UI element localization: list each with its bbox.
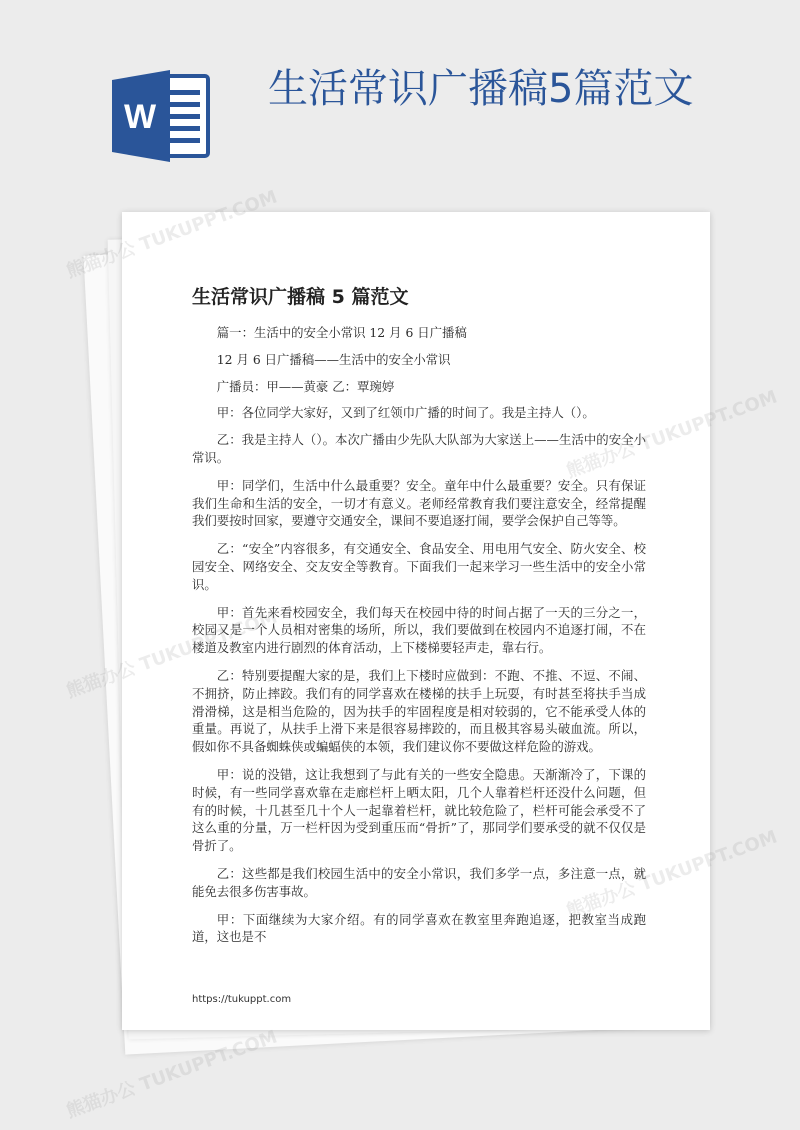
- watermark: 熊猫办公: [63, 657, 139, 703]
- paragraph: 乙：特别要提醒大家的是，我们上下楼时应做到：不跑、不推、不逗、不闹、不拥挤，防止摔跤。我们有的同学喜欢在楼梯的扶手上玩耍，有时甚至将扶手当成滑滑梯，这是相当危险的，因为扶手的牢固程度是相对较弱的，它不能承受人体的重量。再说了，从扶手上滑下来是很容易摔跤的，而且极其容易头破血流。所以，假如你不具备蜘蛛侠或蝙蝠侠的本领，我们建议你不要做这样危险的游戏。: [192, 667, 646, 755]
- watermark: 熊猫办公 TUKUPPT.COM: [63, 1026, 281, 1123]
- paragraph: 广播员：甲——黄豪 乙：覃琬婷: [216, 378, 395, 394]
- paragraph: 乙：我是主持人（）。本次广播由少先队大队部为大家送上——生活中的安全小常识。: [192, 432, 646, 465]
- document-page: [122, 212, 710, 1030]
- paragraph: 12 月 6 日广播稿——生活中的安全小常识: [216, 351, 451, 367]
- word-icon-letter: W: [123, 98, 157, 136]
- document-body: [192, 324, 646, 956]
- document-title: 生活常识广播稿 5 篇范文: [192, 286, 409, 308]
- paragraph: 乙：这些都是我们校园生活中的安全小常识，我们多学一点，多注意一点，就能免去很多伤害事故。: [192, 865, 646, 899]
- paragraph: 甲：各位同学大家好，又到了红领巾广播的时间了。我是主持人（）。: [216, 405, 595, 421]
- paragraph: 乙：“安全”内容很多，有交通安全、食品安全、用电用气安全、防火安全、校园安全、网络安全、交友安全等教育。下面我们一起来学习一些生活中的安全小常识。: [192, 541, 646, 592]
- paragraph: 甲：首先来看校园安全，我们每天在校园中待的时间占据了一天的三分之一，校园又是一个人员相对密集的场所，所以，我们要做到在校园内不追逐打闹，不在楼道及教室内进行剧烈的体育活动，上下楼梯要轻声走，靠右行。: [192, 604, 646, 656]
- paragraph: 甲：说的没错，这让我想到了与此有关的一些安全隐患。天渐渐冷了，下课的时候，有一些同学喜欢靠在走廊栏杆上晒太阳，几个人靠着栏杆还没什么问题，但有的时候，十几甚至几十个人一起靠着栏杆，就比较危险了，栏杆可能会承受不了这么重的分量，万一栏杆因为受到重压而“骨折”了，那同学们要承受的就不仅仅是骨折了。: [192, 766, 646, 854]
- header: [0, 0, 800, 200]
- page-header-title: 生活常识广播稿5篇范文: [268, 66, 694, 112]
- paragraph: 篇一：生活中的安全小常识 12 月 6 日广播稿: [216, 325, 467, 340]
- word-document-icon: [112, 68, 210, 164]
- footer-url[interactable]: https://tukuppt.com: [192, 994, 292, 1005]
- paragraph: 甲：下面继续为大家介绍。有的同学喜欢在教室里奔跑追逐，把教室当成跑道，这也是不: [192, 911, 646, 945]
- paragraph: 甲：同学们，生活中什么最重要？安全。童年中什么最重要？安全。只有保证我们生命和生活的安全，一切才有意义。老师经常教育我们要注意安全，经常提醒我们要按时回家，要遵守交通安全，课间不要追逐打闹，要学会保护自己等等。: [192, 477, 646, 529]
